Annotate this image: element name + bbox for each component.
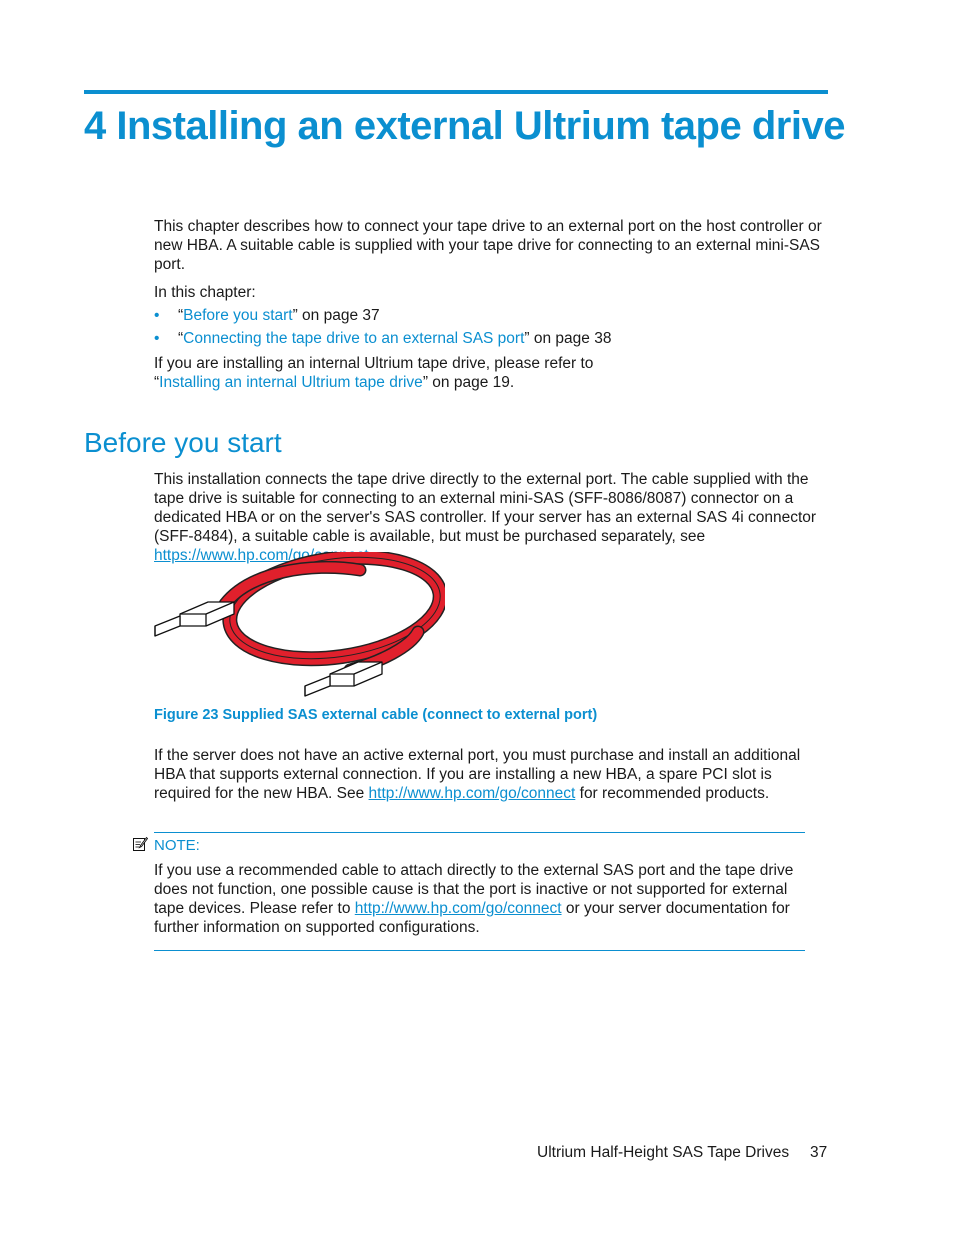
- before-you-start-paragraph: This installation connects the tape drive directly to the external port. The cable supplied with the tape drive is suitable for connecting to an external mini-SAS (SFF-8086/8087) connector on a dedicated HBA or on the server's SAS controller. If your server has an external SAS 4i connector (SFF-8484), a suitable cable is available, but must be purchased separately, see https://www.hp.com/go/connect.: [154, 471, 817, 564]
- link-before-you-start[interactable]: Before you start: [183, 307, 293, 324]
- hp-connect-link[interactable]: https://www.hp.com/go/connect: [154, 547, 369, 564]
- chapter-top-rule: [84, 90, 828, 94]
- bullet-icon: •: [154, 307, 160, 324]
- list-item: • “Before you start” on page 37: [154, 307, 380, 324]
- section-title-before-you-start: Before you start: [84, 427, 282, 458]
- list-item: • “Connecting the tape drive to an external SAS port” on page 38: [154, 330, 612, 347]
- hp-connect-link[interactable]: http://www.hp.com/go/connect: [368, 785, 576, 802]
- bullet-icon: •: [154, 330, 160, 347]
- note-bottom-rule: [154, 950, 805, 951]
- in-this-chapter-label: In this chapter:: [154, 284, 256, 301]
- note-label: NOTE:: [154, 837, 200, 854]
- chapter-contents-list: [154, 306, 834, 348]
- hba-paragraph: If the server does not have an active external port, you must purchase and install an additional HBA that supports external connection. If you are installing a new HBA, a spare PCI slot is required for the new HBA. See http://www.hp.com/go/connect for recommended products.: [154, 747, 801, 802]
- page-number: 37: [810, 1144, 828, 1161]
- figure-caption: Figure 23 Supplied SAS external cable (connect to external port): [154, 707, 598, 723]
- intro-paragraph: This chapter describes how to connect your tape drive to an external port on the host controller or new HBA. A suitable cable is supplied with your tape drive for connecting to an external mini-SAS port.: [154, 218, 822, 273]
- note-pencil-icon: [132, 836, 148, 852]
- hp-connect-link[interactable]: http://www.hp.com/go/connect: [354, 900, 562, 917]
- note-text: If you use a recommended cable to attach directly to the external SAS port and the tape drive does not function, one possible cause is that the port is inactive or not supported for external tape devices. Please refer to http://www.hp.com/go/connect or your server documentation for further information on supported configurations.: [154, 862, 794, 936]
- chapter-title: 4 Installing an external Ultrium tape drive: [84, 104, 845, 148]
- sas-cable-illustration: [150, 552, 445, 697]
- internal-drive-paragraph: If you are installing an internal Ultrium tape drive, please refer to “Installing an internal Ultrium tape drive” on page 19.: [154, 355, 594, 391]
- intro-section: [154, 217, 834, 392]
- link-installing-internal-drive[interactable]: Installing an internal Ultrium tape drive: [159, 374, 423, 391]
- link-connecting-tape-drive[interactable]: Connecting the tape drive to an external SAS port: [183, 330, 525, 347]
- footer-title: Ultrium Half-Height SAS Tape Drives: [537, 1144, 790, 1161]
- note-top-rule: [154, 832, 805, 833]
